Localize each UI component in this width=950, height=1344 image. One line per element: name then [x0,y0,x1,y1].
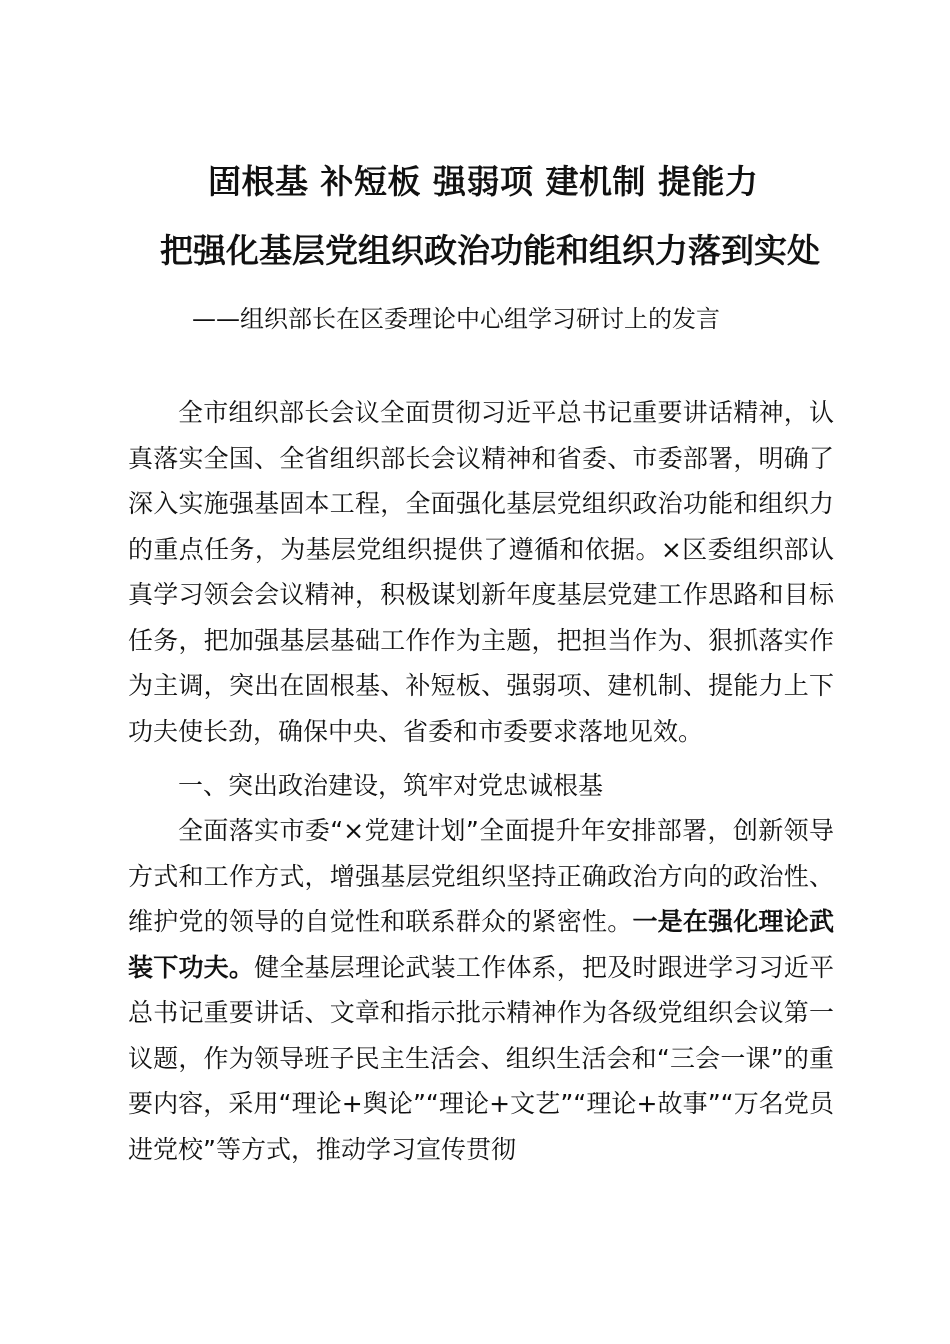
paragraph-section-1 [128,808,834,1172]
paragraph-intro: 全市组织部长会议全面贯彻习近平总书记重要讲话精神，认真落实全国、全省组织部长会议精神和省委、市委部署，明确了深入实施强基固本工程，全面强化基层党组织政治功能和组织力的重点任务，为基层党组织提供了遵循和依据。×区委组织部认真学习领会会议精神，积极谋划新年度基层党建工作思路和目标任务，把加强基层基础工作作为主题，把担当作为、狠抓落实作为主调，突出在固根基、补短板、强弱项、建机制、提能力上下功夫使长劲，确保中央、省委和市委要求落地见效。 [128,398,834,746]
paragraph-section-1-bold-point: 一是在强化理论武装下功夫。 [128,907,834,982]
section-heading-1: 一、突出政治建设，筑牢对党忠诚根基 [178,771,604,800]
subtitle: ——组织部长在区委理论中心组学习研讨上的发言 [192,305,720,333]
paragraph-section-1-text-a: 全面落实市委“×党建计划”全面提升年安排部署，创新领导方式和工作方式，增强基层党组织坚持正确政治方向的政治性、维护党的领导的自觉性和联系群众的紧密性。 [128,816,834,936]
title-line-1: 固根基 补短板 强弱项 建机制 提能力 [208,162,759,201]
paragraph-section-1-text-b: 健全基层理论武装工作体系，把及时跟进学习习近平总书记重要讲话、文章和指示批示精神作为各级党组织会议第一议题，作为领导班子民主生活会、组织生活会和“三会一课”的重要内容，采用“理论+舆论”“理论+文艺”“理论+故事”“万名党员进党校”等方式，推动学习宣传贯彻 [128,952,834,1164]
title-line-2: 把强化基层党组织政治功能和组织力落到实处 [160,231,820,270]
